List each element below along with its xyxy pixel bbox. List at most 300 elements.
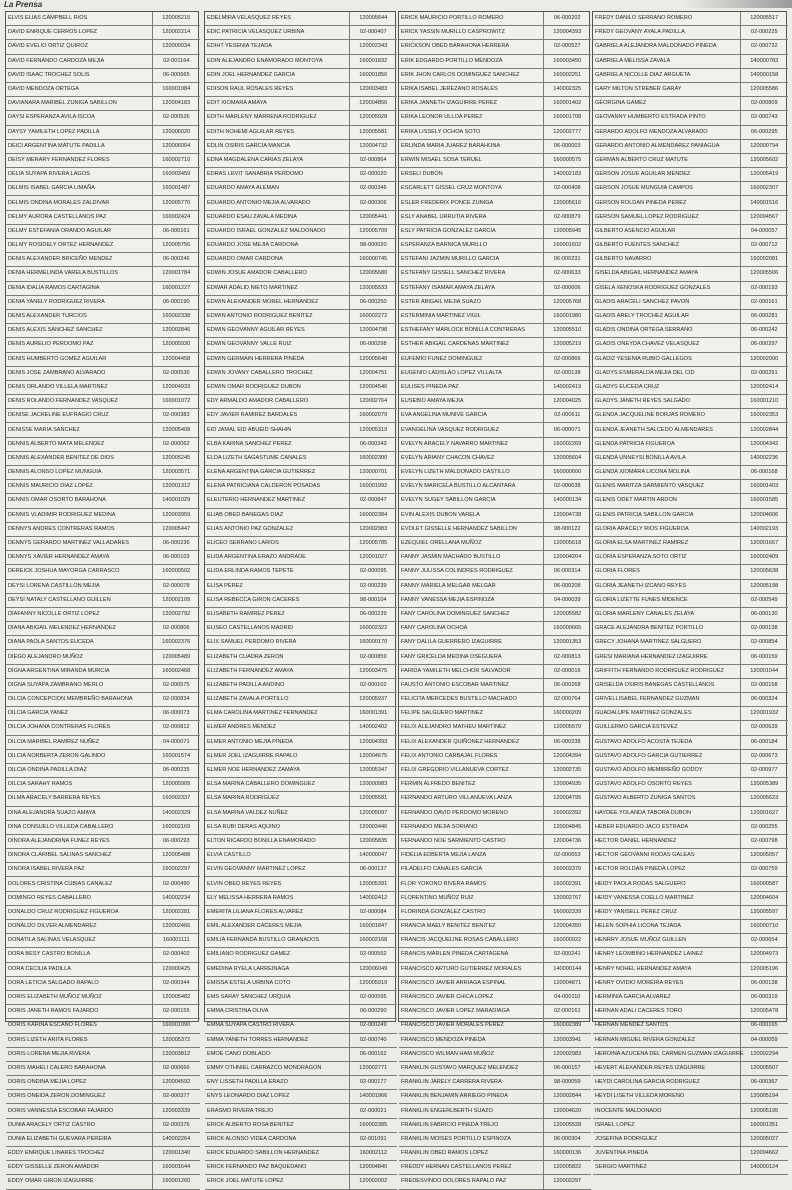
id-number: 120005930 bbox=[152, 338, 200, 352]
person-name: GABRIELA NICOLLE DIAZ ARGUETA bbox=[593, 68, 740, 82]
id-number: 02-000595 bbox=[349, 990, 397, 1004]
id-number: 02-000407 bbox=[349, 26, 397, 40]
id-number: 120005582 bbox=[543, 607, 591, 621]
table-row bbox=[6, 792, 200, 806]
id-number: 02-000812 bbox=[152, 721, 200, 735]
person-name: ELSA RUBI DERAS AQUINO bbox=[205, 820, 349, 834]
person-name: HERNAN MIGUEL RIVERA GONZALEZ bbox=[593, 1033, 740, 1047]
person-name: EDY JAVIER RAMIREZ BARDALES bbox=[205, 409, 349, 423]
id-number: 120001932 bbox=[740, 707, 788, 721]
person-name: FANY CAROLINA OCHOA bbox=[399, 622, 543, 636]
table-row bbox=[399, 409, 591, 423]
id-number: 02-000639 bbox=[740, 721, 788, 735]
table-row bbox=[6, 536, 200, 550]
person-name: GARY MILTON STREBER GARAY bbox=[593, 82, 740, 96]
person-name: EDWIN JOSUE AMADOR CABALLERO bbox=[205, 267, 349, 281]
id-number: 06-000157 bbox=[543, 1061, 591, 1075]
person-name: GERARDO ANTONIO ALMENDAREZ PANIAGUA bbox=[593, 139, 740, 153]
id-number: 06-000208 bbox=[543, 579, 591, 593]
id-number: 160002391 bbox=[543, 877, 591, 891]
id-number: 140002236 bbox=[740, 451, 788, 465]
person-name: DENIS JOSE ZAMBRANO ALVARADO bbox=[6, 366, 152, 380]
person-name: ELMER NOE HERNANDEZ ZAMAYA bbox=[205, 763, 349, 777]
table-row bbox=[399, 494, 591, 508]
id-number: 02-000611 bbox=[543, 409, 591, 423]
id-number: 120004394 bbox=[543, 749, 591, 763]
table-row bbox=[593, 26, 788, 40]
id-number: 160001856 bbox=[349, 68, 397, 82]
person-name: FRANKLIN BENJAMIN ARRIEGO PINEDA bbox=[399, 1090, 543, 1104]
table-row bbox=[593, 253, 788, 267]
id-number: 160001351 bbox=[740, 1118, 788, 1132]
table-row bbox=[6, 168, 200, 182]
person-name: HELEN SOPHIA LICONA TEJADA bbox=[593, 920, 740, 934]
person-name: EMOE CANO DOBLADO bbox=[205, 1047, 349, 1061]
id-number: 98-000104 bbox=[349, 593, 397, 607]
id-number: 04-000110 bbox=[543, 990, 591, 1004]
id-number: 160002112 bbox=[349, 1147, 397, 1161]
person-name: GLADIS ARELY TROCHEZ AGUILAR bbox=[593, 309, 740, 323]
id-number: 02-001164 bbox=[152, 54, 200, 68]
table-row bbox=[205, 1104, 397, 1118]
table-row bbox=[6, 309, 200, 323]
person-name: FRANKLIN OBED RAMOS LOPEZ bbox=[399, 1147, 543, 1161]
person-name: GERSON JOSUE AGUILAR MENDEZ bbox=[593, 168, 740, 182]
person-name: GLENDA XIOMARA LICONA MOLINA bbox=[593, 466, 740, 480]
table-row bbox=[593, 380, 788, 394]
id-number: 02-000306 bbox=[349, 196, 397, 210]
id-number: 160002710 bbox=[152, 153, 200, 167]
id-number: 120004350 bbox=[543, 920, 591, 934]
table-row bbox=[205, 1118, 397, 1132]
person-name: HENRRY JOSUE MUÑOZ GUILLEN bbox=[593, 934, 740, 948]
table-row bbox=[6, 338, 200, 352]
id-number: 120000425 bbox=[152, 962, 200, 976]
id-number: 120004546 bbox=[349, 380, 397, 394]
table-row bbox=[6, 40, 200, 54]
table-row bbox=[205, 579, 397, 593]
table-row bbox=[399, 579, 591, 593]
id-number: 140002234 bbox=[152, 891, 200, 905]
table-row bbox=[205, 1147, 397, 1161]
table-row bbox=[205, 309, 397, 323]
person-name: DUNIA ELIZABETH GUEVARA PEREIRA bbox=[6, 1132, 152, 1146]
table-row bbox=[399, 295, 591, 309]
table-row bbox=[6, 139, 200, 153]
table-row bbox=[205, 295, 397, 309]
person-name: GUSTAVO ALBERTO ZUNIGA SANTOS bbox=[593, 792, 740, 806]
person-name: GERSON ROLDAN PINEDA PEREZ bbox=[593, 196, 740, 210]
table-row bbox=[593, 891, 788, 905]
id-number: 120003812 bbox=[152, 1047, 200, 1061]
id-number: 06-000246 bbox=[152, 253, 200, 267]
table-row bbox=[6, 451, 200, 465]
person-name: ESLY ANABEL URRUTIA RIVERA bbox=[399, 210, 543, 224]
person-name: DONALDO DILVER ALMENDAREZ bbox=[6, 920, 152, 934]
id-number: 120005768 bbox=[543, 295, 591, 309]
table-row bbox=[205, 267, 397, 281]
table-row bbox=[6, 295, 200, 309]
table-row bbox=[399, 962, 591, 976]
table-row bbox=[399, 111, 591, 125]
table-row bbox=[399, 366, 591, 380]
id-number: 98-000059 bbox=[543, 1076, 591, 1090]
person-name: ELSA MARINA VALDEZ NUÑEZ bbox=[205, 806, 349, 820]
person-name: ELIX SAMUEL PERDOMO RIVERA bbox=[205, 636, 349, 650]
id-number: 02-000653 bbox=[543, 849, 591, 863]
table-row bbox=[6, 182, 200, 196]
person-name: ELY MELISSA HERRERA RAMOS bbox=[205, 891, 349, 905]
id-number: 140001966 bbox=[349, 1090, 397, 1104]
person-name: EDUARDO AMAYA ALEMAN bbox=[205, 182, 349, 196]
id-number: 140002325 bbox=[543, 82, 591, 96]
person-name: EDIN JOEL HERNANDEZ GARCIA bbox=[205, 68, 349, 82]
person-name: DINA ALEJANDRA SUAZO AMAYA bbox=[6, 806, 152, 820]
id-number: 04-000071 bbox=[152, 735, 200, 749]
person-name: EDDY ENRIQUE LINARES TROCHEZ bbox=[6, 1147, 152, 1161]
table-row bbox=[205, 437, 397, 451]
table-row bbox=[205, 210, 397, 224]
person-name: FELIPE SALGUERO MARTINEZ bbox=[399, 707, 543, 721]
id-number: 02-000377 bbox=[152, 1090, 200, 1104]
id-number: 160002385 bbox=[349, 1118, 397, 1132]
id-number: 98-000122 bbox=[543, 522, 591, 536]
person-name: ESTHER ABIGAIL CARDENAS MARTINEZ bbox=[399, 338, 543, 352]
person-name: GUSTAVO ADOLFO MEMBREÑO GODOY bbox=[593, 763, 740, 777]
table-row bbox=[399, 763, 591, 777]
id-number: 02-000084 bbox=[349, 905, 397, 919]
person-name: HEYDI LISETH VILLEDA MORENO bbox=[593, 1090, 740, 1104]
person-name: DILCIA CONCEPCION MEMBREÑO BARAHONA bbox=[6, 693, 152, 707]
id-number: 120005648 bbox=[349, 352, 397, 366]
table-row bbox=[593, 607, 788, 621]
person-name: EVA ANGELINA MUNIVE GARCIA bbox=[399, 409, 543, 423]
person-name: DENIS ALEXANDER BRICEÑO MENDEZ bbox=[6, 253, 152, 267]
table-row bbox=[593, 849, 788, 863]
id-number: 06-000071 bbox=[543, 423, 591, 437]
table-row bbox=[6, 253, 200, 267]
id-number: 120002002 bbox=[349, 1175, 397, 1189]
table-row bbox=[205, 494, 397, 508]
table-row bbox=[6, 707, 200, 721]
id-number: 02-000021 bbox=[349, 1104, 397, 1118]
table-row bbox=[399, 551, 591, 565]
person-name: EDLIN OSIRIS GARCIA MANCIA bbox=[205, 139, 349, 153]
person-name: GLADIZ YESENIA RUBIO GALLEGOS bbox=[593, 352, 740, 366]
person-name: FRANCISCO ARTURO GUTIERREZ MORALES bbox=[399, 962, 543, 976]
table-row bbox=[205, 68, 397, 82]
person-name: DAYSI ESPERANZA AVILA ISCOA bbox=[6, 111, 152, 125]
id-number: 160002384 bbox=[349, 508, 397, 522]
id-number: 02-000834 bbox=[152, 693, 200, 707]
id-number: 120004458 bbox=[152, 352, 200, 366]
person-name: FRANCIS JACQUELINE ROSAS CABALLERO bbox=[399, 934, 543, 948]
person-name: DIGNA ARGENTINA MIRANDA MURCIA bbox=[6, 664, 152, 678]
person-name: GUSTAVO ADOLFO OSORTO REYES bbox=[593, 778, 740, 792]
table-row bbox=[593, 551, 788, 565]
table-row bbox=[399, 664, 591, 678]
table-row bbox=[399, 536, 591, 550]
person-name: EDUARDO OMAR CARDONA bbox=[205, 253, 349, 267]
person-name: GUILLERMO GARCIA ESTEVEZ bbox=[593, 721, 740, 735]
table-row bbox=[399, 82, 591, 96]
table-row bbox=[6, 111, 200, 125]
person-name: DEYSI LORENA CASTILLON MEJIA bbox=[6, 579, 152, 593]
table-row bbox=[6, 622, 200, 636]
table-row bbox=[593, 1132, 788, 1146]
id-number: 120000034 bbox=[152, 40, 200, 54]
id-number: 120004840 bbox=[349, 1161, 397, 1175]
id-number: 120005441 bbox=[349, 210, 397, 224]
person-name: GLORIA FLORES bbox=[593, 565, 740, 579]
person-name: DILCIA ONDINA PADILLA DIAZ bbox=[6, 763, 152, 777]
id-number: 160001832 bbox=[349, 54, 397, 68]
id-number: 160001403 bbox=[740, 480, 788, 494]
table-row bbox=[593, 1061, 788, 1075]
table-row bbox=[205, 948, 397, 962]
id-number: 120003475 bbox=[349, 664, 397, 678]
id-number: 120001353 bbox=[543, 636, 591, 650]
id-number: 02-000977 bbox=[740, 763, 788, 777]
person-name: ERICK YASSIN MURILLO CASPROWITZ bbox=[399, 26, 543, 40]
table-row bbox=[205, 536, 397, 550]
table-row bbox=[6, 12, 200, 26]
id-number: 02-000225 bbox=[740, 26, 788, 40]
person-name: DAVID FERNANDO CARDOZA MEJIA bbox=[6, 54, 152, 68]
table-row bbox=[399, 806, 591, 820]
id-number: 120002767 bbox=[543, 891, 591, 905]
table-row bbox=[205, 891, 397, 905]
person-name: HEIDY PAOLA RODAS SALGUERO bbox=[593, 877, 740, 891]
id-number: 140000134 bbox=[543, 494, 591, 508]
table-row bbox=[205, 820, 397, 834]
person-name: EVELYN ARIANY CHACON CHAVEZ bbox=[399, 451, 543, 465]
table-row bbox=[399, 168, 591, 182]
table-row bbox=[205, 451, 397, 465]
table-row bbox=[399, 437, 591, 451]
table-row bbox=[593, 1005, 788, 1019]
id-number: 140002193 bbox=[740, 522, 788, 536]
id-number: 160000745 bbox=[349, 253, 397, 267]
table-row bbox=[399, 1047, 591, 1061]
id-number: 02-000759 bbox=[740, 863, 788, 877]
id-number: 02-000798 bbox=[740, 834, 788, 848]
person-name: ENYS LEONARDO DIAZ LOPEZ bbox=[205, 1090, 349, 1104]
person-name: GLADIS ONDINA ORTEGA SERRANO bbox=[593, 324, 740, 338]
table-row bbox=[205, 139, 397, 153]
person-name: GILBERTO NAVARRO bbox=[593, 253, 740, 267]
table-row bbox=[205, 1047, 397, 1061]
id-number: 02-000732 bbox=[740, 40, 788, 54]
person-name: EMIL ALEXANDER CACERES MEJIA bbox=[205, 920, 349, 934]
table-row bbox=[205, 153, 397, 167]
id-number: 120005488 bbox=[152, 849, 200, 863]
id-number: 160002297 bbox=[152, 863, 200, 877]
table-row bbox=[593, 877, 788, 891]
id-number: 02-000712 bbox=[740, 239, 788, 253]
table-row bbox=[593, 593, 788, 607]
person-name: DIANA PAOLA SANTOS EUCEDA bbox=[6, 636, 152, 650]
person-name: FRANCISCO JAVIER ARRIAGA ESPINAL bbox=[399, 976, 543, 990]
table-row bbox=[205, 920, 397, 934]
person-name: ERICK JOEL MATUTE LOPEZ bbox=[205, 1175, 349, 1189]
id-number: 120005245 bbox=[152, 451, 200, 465]
table-row bbox=[593, 622, 788, 636]
table-row bbox=[593, 338, 788, 352]
person-name: FRANKLIN JARELY CARRERA RIVERA bbox=[399, 1076, 543, 1090]
id-number: 120005408 bbox=[152, 423, 200, 437]
person-name: DORA LETICIA SALGADO RAPALO bbox=[6, 976, 152, 990]
person-name: DORIS LIZETH ARITA FLORES bbox=[6, 1033, 152, 1047]
person-name: ELENA ARGENTINA GARCIA GUTIERREZ bbox=[205, 466, 349, 480]
table-row bbox=[6, 1047, 200, 1061]
person-name: ISRAEL LOPEZ bbox=[593, 1118, 740, 1132]
person-name: FIDELIA EDBERTA MEJIA LANZA bbox=[399, 849, 543, 863]
person-name: DENNIS ALEXANDER BENITEZ DE DIOS bbox=[6, 451, 152, 465]
person-name: GLADYS ESMERALDA MEJIA DEL CID bbox=[593, 366, 740, 380]
table-row bbox=[6, 97, 200, 111]
person-name: FRANCISCO WILMAN HAM MUÑOZ bbox=[399, 1047, 543, 1061]
person-name: ESTEFANY GISSELL SANCHEZ RIVERA bbox=[399, 267, 543, 281]
person-name: FRANKLIN GUSTAVO MARQUEZ MELENDEZ bbox=[399, 1061, 543, 1075]
table-row bbox=[399, 1090, 591, 1104]
person-name: HENRY NOHEL HERNANDEZ AMAYA bbox=[593, 962, 740, 976]
person-name: ELBA KARINA SANCHEZ PEREZ bbox=[205, 437, 349, 451]
person-name: EMEDINA RYELA LARREINAGA bbox=[205, 962, 349, 976]
table-row bbox=[593, 636, 788, 650]
id-number: 120000701 bbox=[349, 466, 397, 480]
id-number: 120002343 bbox=[349, 40, 397, 54]
id-number: 06-000161 bbox=[152, 224, 200, 238]
table-row bbox=[593, 239, 788, 253]
id-number: 120002214 bbox=[152, 26, 200, 40]
id-number: 06-000202 bbox=[543, 12, 591, 26]
person-name: EID JAMAL EID ABUEID SHAHIN bbox=[205, 423, 349, 437]
table-row bbox=[593, 990, 788, 1004]
table-row bbox=[205, 253, 397, 267]
id-number: 120005928 bbox=[349, 111, 397, 125]
id-number: 120005623 bbox=[740, 792, 788, 806]
person-name: ERIKA JANNETH IZAGUIRRE PEREZ bbox=[399, 97, 543, 111]
roster-table bbox=[593, 12, 788, 1175]
table-row bbox=[6, 693, 200, 707]
person-name: EZEQUIEL ORELLANA MUÑOZ bbox=[399, 536, 543, 550]
person-name: DENISE JACKELINE EUFRAGIO CRUZ bbox=[6, 409, 152, 423]
person-name: FRANCIA MAELY BENITEZ BENITEZ bbox=[399, 920, 543, 934]
id-number: 02-000239 bbox=[349, 579, 397, 593]
person-name: ELEUTERIO HERNANDEZ MARTINEZ bbox=[205, 494, 349, 508]
person-name: GLORIA MARLENY CANALES ZELAYA bbox=[593, 607, 740, 621]
table-row bbox=[6, 125, 200, 139]
table-row bbox=[205, 877, 397, 891]
table-row bbox=[205, 593, 397, 607]
person-name: FANY CAROLINA DOMINGUEZ SANCHEZ bbox=[399, 607, 543, 621]
table-row bbox=[593, 125, 788, 139]
person-name: GLORIA ARACELY RIOS FIGUEROA bbox=[593, 522, 740, 536]
table-row bbox=[205, 565, 397, 579]
table-row bbox=[593, 721, 788, 735]
person-name: ERWIN MISAEL SOSA TERUEL bbox=[399, 153, 543, 167]
table-row bbox=[6, 863, 200, 877]
person-name: DIAFANNY NICOLLE ORTIZ LOPEZ bbox=[6, 607, 152, 621]
id-number: 06-000235 bbox=[152, 763, 200, 777]
person-name: HECTOR ROLDAN PINEDA LOPEZ bbox=[593, 863, 740, 877]
id-number: 04-000057 bbox=[740, 224, 788, 238]
id-number: 02-000606 bbox=[543, 281, 591, 295]
table-row bbox=[593, 97, 788, 111]
table-row bbox=[399, 466, 591, 480]
table-row bbox=[593, 948, 788, 962]
table-row bbox=[399, 1147, 591, 1161]
person-name: FRANKLIN FABRICIO PINEDA TREJO bbox=[399, 1118, 543, 1132]
id-number: 06-000073 bbox=[152, 707, 200, 721]
id-number: 120005447 bbox=[152, 522, 200, 536]
person-name: EDUARDO JOSE MEJIA CARDONA bbox=[205, 239, 349, 253]
person-name: GLORIA ELSA MARTINEZ RAMIREZ bbox=[593, 536, 740, 550]
id-number: 120005835 bbox=[349, 834, 397, 848]
id-number: 160000600 bbox=[543, 466, 591, 480]
table-row bbox=[205, 735, 397, 749]
table-row bbox=[399, 522, 591, 536]
id-number: 160001602 bbox=[543, 239, 591, 253]
person-name: EDIN ALEJANDRO ENAMORADO MONTOYA bbox=[205, 54, 349, 68]
table-row bbox=[6, 806, 200, 820]
id-number: 120005756 bbox=[152, 239, 200, 253]
person-name: DENIS ALEXANDER TURCIOS bbox=[6, 309, 152, 323]
person-name: EDUARDO ESAU ZAVALA MEDINA bbox=[205, 210, 349, 224]
person-name: DELIA SUYAPA RIVERA LAGOS bbox=[6, 168, 152, 182]
id-number: 02-000666 bbox=[152, 1061, 200, 1075]
person-name: DENISSE MARIA SANCHEZ bbox=[6, 423, 152, 437]
id-number: 02-000346 bbox=[349, 182, 397, 196]
person-name: FERNANDO MEJIA SORIANO bbox=[399, 820, 543, 834]
table-row bbox=[399, 267, 591, 281]
person-name: FELIX ANTONIO CARBAJAL FLORES bbox=[399, 749, 543, 763]
table-row bbox=[205, 1090, 397, 1104]
table-row bbox=[205, 1076, 397, 1090]
table-row bbox=[205, 905, 397, 919]
person-name: EVELYN MARICELA BUSTILLO ALCANTARA bbox=[399, 480, 543, 494]
table-row bbox=[205, 622, 397, 636]
person-name: EVELYN ARACELY NAVARRO MARTINEZ bbox=[399, 437, 543, 451]
id-number: 02-000633 bbox=[543, 267, 591, 281]
id-number: 120005581 bbox=[349, 792, 397, 806]
person-name: DENNYS ANDRES CONTRERAS RAMOS bbox=[6, 522, 152, 536]
person-name: EMMA CRISTINA OLIVA bbox=[205, 1005, 349, 1019]
id-number: 160002079 bbox=[349, 409, 397, 423]
person-name: DUNIA ARACELY ORTIZ CASTRO bbox=[6, 1118, 152, 1132]
id-number: 02-000526 bbox=[152, 111, 200, 125]
id-number: 02-000020 bbox=[349, 168, 397, 182]
person-name: FREDY DANILO SERRANO ROMERO bbox=[593, 12, 740, 26]
person-name: HENRY LEOMBINO HERNANDEZ LAINEZ bbox=[593, 948, 740, 962]
person-name: ERLINDA MARIA JUAREZ BARAHONA bbox=[399, 139, 543, 153]
person-name: FANNY JASMIN MACHADO BUSTILLO bbox=[399, 551, 543, 565]
person-name: GRIFFITH FERNANDO RODRIGUEZ RODRIGUEZ bbox=[593, 664, 740, 678]
table-row bbox=[205, 1005, 397, 1019]
id-number: 06-000130 bbox=[740, 607, 788, 621]
id-number: 120005638 bbox=[740, 565, 788, 579]
id-number: 160002376 bbox=[152, 636, 200, 650]
id-number: 120005489 bbox=[152, 650, 200, 664]
id-number: 120004732 bbox=[349, 139, 397, 153]
person-name: DILCIA JOHANA CONTRERAS FLORES bbox=[6, 721, 152, 735]
id-number: 02-000344 bbox=[152, 976, 200, 990]
person-name: DENNIS ALBERTO MATA MELENDEZ bbox=[6, 437, 152, 451]
person-name: FERMIN ALFREDO BENITEZ bbox=[399, 778, 543, 792]
id-number: 120005215 bbox=[152, 12, 200, 26]
id-number: 160002307 bbox=[740, 182, 788, 196]
